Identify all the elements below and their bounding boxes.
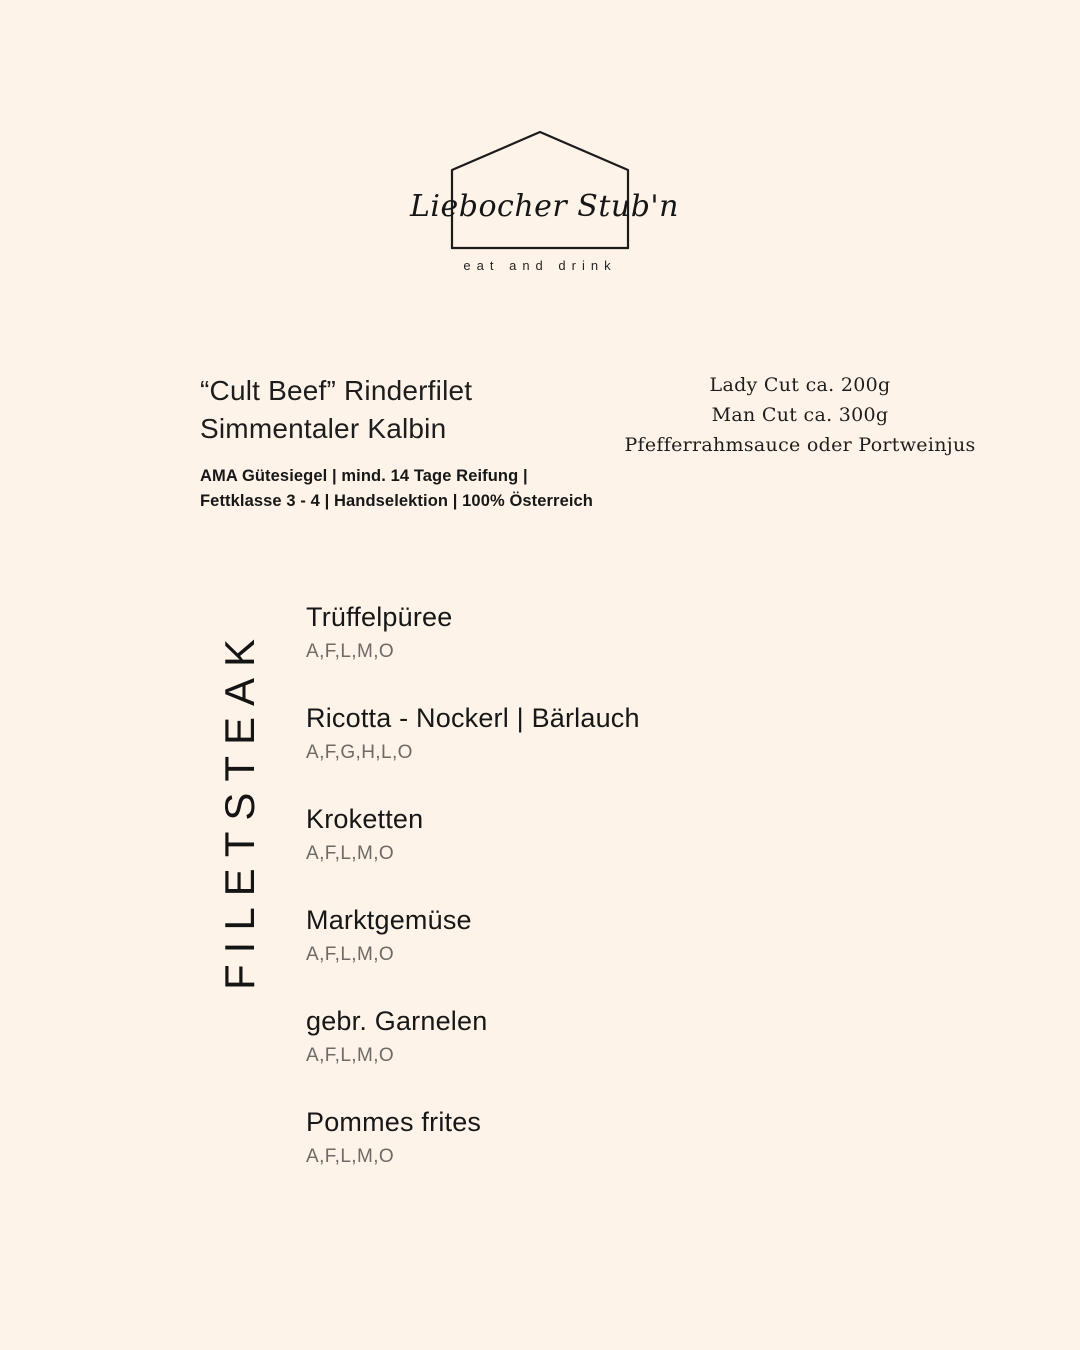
sauce-options: Pfefferrahmsauce oder Portweinjus	[624, 434, 976, 456]
list-item	[306, 701, 1006, 766]
dish-allergens: A,F,L,M,O	[306, 641, 395, 662]
cut-options	[600, 370, 1000, 460]
dish-name: Kroketten	[306, 804, 424, 834]
beef-spec-line-2: Fettklasse 3 - 4 | Handselektion | 100% Österreich	[200, 492, 593, 510]
logo-wordmark: Liebocher Stub'n	[410, 189, 679, 224]
dish-allergens: A,F,G,H,L,O	[306, 742, 413, 763]
category-label	[168, 590, 278, 1000]
logo-mark	[410, 126, 679, 296]
cut-man: Man Cut ca. 300g	[711, 404, 889, 426]
dish-name: Trüffelpüree	[306, 602, 453, 632]
category-label-text: FILETSTEAK	[216, 627, 263, 990]
list-item	[306, 1105, 1006, 1170]
dish-allergens: A,F,L,M,O	[306, 1045, 395, 1066]
cut-lady: Lady Cut ca. 200g	[709, 374, 891, 396]
brand-logo	[0, 126, 1080, 301]
dish-name: Pommes frites	[306, 1107, 482, 1137]
dish-allergens: A,F,L,M,O	[306, 843, 395, 864]
beef-title-line-1: “Cult Beef” Rinderfilet	[200, 375, 473, 406]
list-item	[306, 600, 1006, 665]
list-item	[306, 903, 1006, 968]
list-item	[306, 1004, 1006, 1069]
beef-spec-line-1: AMA Gütesiegel | mind. 14 Tage Reifung |	[200, 467, 528, 485]
beef-title-line-2: Simmentaler Kalbin	[200, 413, 447, 444]
dish-name: Ricotta - Nockerl | Bärlauch	[306, 703, 640, 733]
dish-allergens: A,F,L,M,O	[306, 944, 395, 965]
list-item	[306, 802, 1006, 867]
dish-name: gebr. Garnelen	[306, 1006, 488, 1036]
side-dish-list	[306, 600, 1006, 1206]
logo-tagline: eat and drink	[463, 258, 617, 273]
dish-allergens: A,F,L,M,O	[306, 1146, 395, 1167]
dish-name: Marktgemüse	[306, 905, 472, 935]
